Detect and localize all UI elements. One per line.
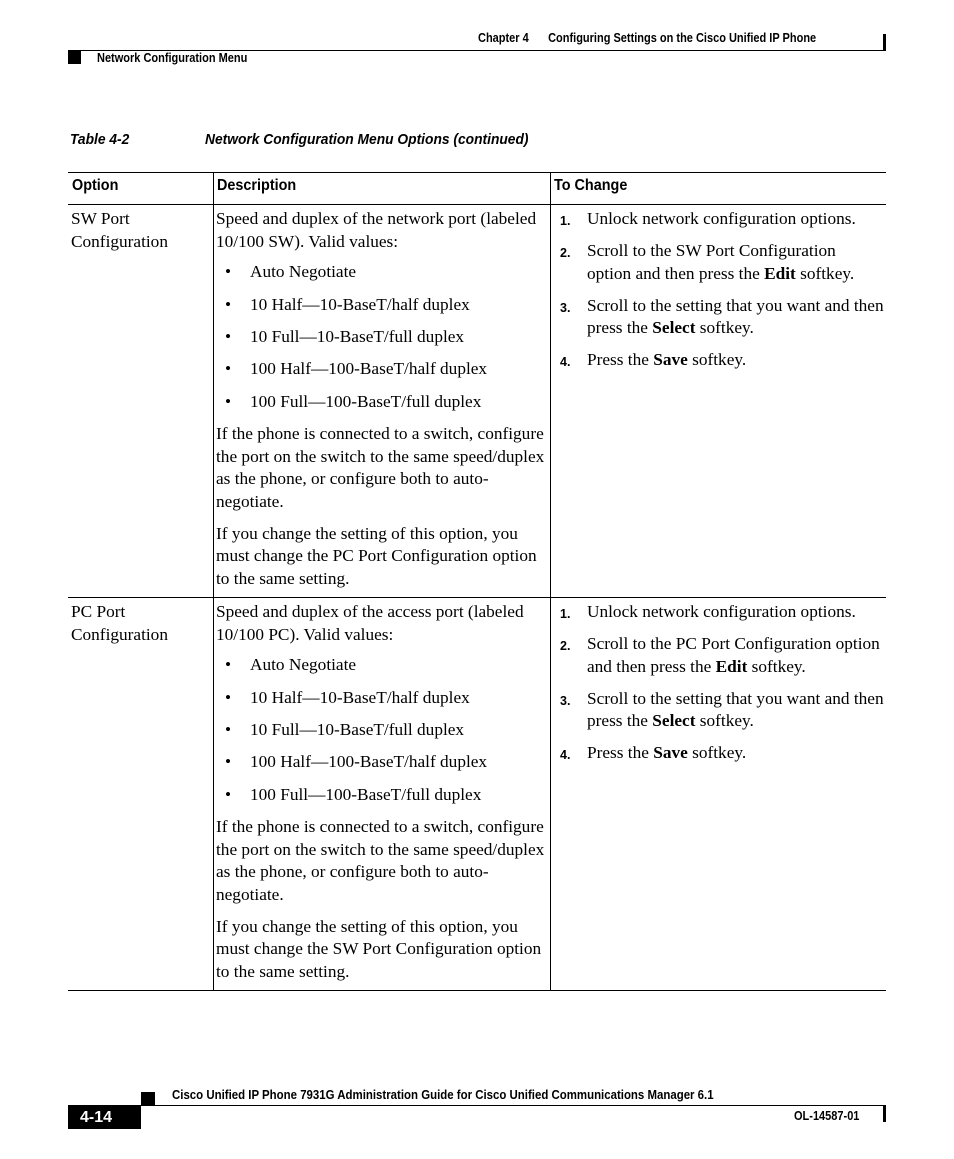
step-text: Scroll to the PC Port Configuration option and then press the [587, 634, 880, 676]
bullet-icon: • [225, 752, 232, 772]
bullet-icon: • [225, 327, 232, 346]
steps-list [554, 208, 884, 372]
step-text: Scroll to the setting that you want and then press the [587, 295, 884, 338]
step-item [554, 240, 884, 285]
column-divider [550, 598, 551, 990]
bullet-icon: • [225, 391, 232, 411]
valid-value: 10 Half—10-BaseT/half duplex [250, 687, 470, 707]
page-number: 4-14 [68, 1106, 141, 1129]
step-item [554, 349, 884, 372]
step-text: Unlock network configuration options. [587, 209, 856, 228]
valid-value: Auto Negotiate [250, 655, 357, 675]
footer-square-marker [141, 1092, 155, 1106]
valid-values-list [216, 261, 546, 413]
running-header-section: Network Configuration Menu [97, 51, 248, 65]
chapter-label: Chapter 4 [478, 31, 529, 45]
column-divider [213, 205, 214, 597]
step-text: softkey. [687, 743, 747, 763]
step-item [554, 601, 884, 624]
description-note: If you change the setting of this option, you must change the PC Port Configuration option to the same setting. [216, 523, 537, 589]
list-item [216, 654, 546, 677]
footer-guide-title: Cisco Unified IP Phone 7931G Administration Guide for Cisco Unified Communications Manager 6.1 [172, 1087, 714, 1102]
valid-value: 100 Half—100-BaseT/half duplex [250, 359, 488, 379]
valid-value: Auto Negotiate [250, 262, 357, 282]
step-number: 3. [560, 300, 571, 315]
softkey-name: Edit [764, 263, 796, 283]
step-number: 3. [560, 693, 571, 708]
table-title: Network Configuration Menu Options (continued) [205, 131, 529, 148]
header-square-marker [68, 51, 81, 64]
step-text: Unlock network configuration options. [587, 602, 856, 621]
option-name-line: SW Port [71, 209, 130, 228]
bullet-icon: • [225, 359, 232, 379]
bullet-icon: • [225, 294, 232, 314]
valid-value: 100 Full—100-BaseT/full duplex [250, 391, 482, 411]
list-item [216, 294, 546, 317]
option-name [71, 601, 206, 646]
step-text: Press the [587, 350, 654, 370]
change-steps [554, 601, 884, 774]
softkey-name: Select [652, 711, 696, 731]
step-number: 2. [560, 246, 571, 260]
options-table [68, 172, 886, 991]
step-item [554, 633, 884, 678]
bullet-icon: • [225, 655, 232, 675]
valid-values-list [216, 654, 546, 806]
step-item [554, 295, 884, 340]
step-number: 1. [560, 214, 571, 228]
step-text: softkey. [747, 656, 806, 676]
bullet-icon: • [225, 784, 232, 804]
softkey-name: Save [653, 743, 688, 763]
step-text: softkey. [695, 318, 754, 338]
steps-list [554, 601, 884, 765]
softkey-name: Save [653, 350, 688, 370]
table-number: Table 4-2 [70, 131, 130, 148]
table-header-row [68, 172, 886, 205]
step-text: softkey. [695, 711, 754, 731]
table-row [68, 598, 886, 991]
softkey-name: Select [652, 318, 696, 338]
footer-rule [68, 1105, 886, 1106]
chapter-title: Configuring Settings on the Cisco Unified IP Phone [548, 31, 817, 45]
step-text: softkey. [687, 350, 747, 370]
change-steps [554, 208, 884, 381]
document-number: OL-14587-01 [794, 1109, 860, 1123]
step-item [554, 742, 884, 765]
option-description [216, 208, 546, 591]
softkey-name: Edit [715, 656, 748, 676]
valid-value: 10 Full—10-BaseT/full duplex [250, 327, 465, 346]
description-note: If the phone is connected to a switch, configure the port on the switch to the same speed/duplex as the phone, or configure both to auto-negotiate. [216, 816, 545, 904]
description-note: If you change the setting of this option, you must change the SW Port Configuration option to the same setting. [216, 916, 542, 982]
column-divider [213, 173, 214, 204]
step-number: 4. [560, 748, 571, 763]
column-divider [550, 173, 551, 204]
valid-value: 100 Half—100-BaseT/half duplex [250, 752, 488, 772]
column-header-description: Description [217, 177, 297, 194]
step-text: Scroll to the setting that you want and then press the [587, 688, 884, 731]
valid-value: 10 Half—10-BaseT/half duplex [250, 294, 470, 314]
valid-value: 10 Full—10-BaseT/full duplex [250, 720, 465, 739]
description-note: If the phone is connected to a switch, configure the port on the switch to the same speed/duplex as the phone, or configure both to auto-negotiate. [216, 423, 545, 511]
option-description [216, 601, 546, 984]
step-number: 1. [560, 607, 571, 621]
list-item [216, 391, 546, 414]
list-item [216, 784, 546, 807]
step-text: softkey. [795, 263, 855, 283]
footer-tick-mark [883, 1106, 886, 1122]
table-row [68, 205, 886, 598]
list-item [216, 751, 546, 774]
step-item [554, 208, 884, 231]
option-name-line: Configuration [71, 231, 168, 251]
step-text: Press the [587, 743, 654, 763]
column-divider [213, 598, 214, 990]
column-divider [550, 205, 551, 597]
list-item [216, 326, 546, 349]
list-item [216, 358, 546, 381]
header-tick-mark [883, 34, 886, 50]
description-intro: Speed and duplex of the network port (labeled 10/100 SW). Valid values: [216, 209, 537, 251]
option-name-line: Configuration [71, 624, 168, 644]
valid-value: 100 Full—100-BaseT/full duplex [250, 784, 482, 804]
column-header-option: Option [72, 177, 119, 194]
step-number: 2. [560, 639, 571, 653]
option-name [71, 208, 206, 253]
description-intro: Speed and duplex of the access port (labeled 10/100 PC). Valid values: [216, 602, 524, 644]
bullet-icon: • [225, 687, 232, 707]
step-text: Scroll to the SW Port Configuration option and then press the [587, 241, 836, 283]
bullet-icon: • [225, 262, 232, 282]
list-item [216, 261, 546, 284]
running-header-chapter [478, 31, 816, 45]
step-item [554, 688, 884, 733]
list-item [216, 687, 546, 710]
step-number: 4. [560, 355, 571, 370]
column-header-to-change: To Change [554, 177, 628, 194]
option-name-line: PC Port [71, 602, 126, 621]
bullet-icon: • [225, 720, 232, 739]
list-item [216, 719, 546, 742]
